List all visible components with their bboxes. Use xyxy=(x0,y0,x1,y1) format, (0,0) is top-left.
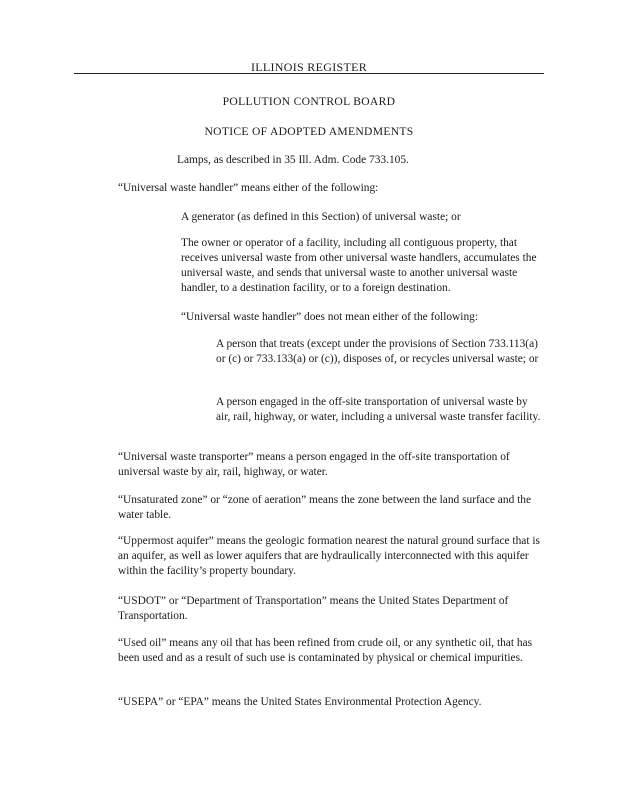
exclusion-item-transport: A person engaged in the off-site transportation of universal waste by air, rail, highway, or water, including a universal waste transfer facility. xyxy=(216,396,541,423)
definition-uppermost-aquifer: “Uppermost aquifer” means the geologic formation nearest the natural ground surface that is an aquifer, as well as lower aquifers that are hydraulically interconnected with this aquifer within the facility’s property boundary. xyxy=(118,535,540,577)
header-rule xyxy=(74,73,544,74)
board-name: POLLUTION CONTROL BOARD xyxy=(222,95,396,108)
handler-definition-intro: “Universal waste handler” means either of the following: xyxy=(118,182,379,194)
handler-item-owner-operator: The owner or operator of a facility, including all contiguous property, that receives universal waste from other universal waste handlers, accumulates the universal waste, and sends that universal waste to another universal waste handler, to a destination facility, or to a foreign destination. xyxy=(181,237,537,294)
definition-usdot: “USDOT” or “Department of Transportation” means the United States Department of Transportation. xyxy=(118,595,509,622)
definition-used-oil: “Used oil” means any oil that has been refined from crude oil, or any synthetic oil, that has been used and as a result of such use is contaminated by physical or chemical impurities. xyxy=(118,637,533,664)
definition-unsaturated-zone: “Unsaturated zone” or “zone of aeration” means the zone between the land surface and the water table. xyxy=(118,494,532,521)
definition-usepa: “USEPA” or “EPA” means the United States Environmental Protection Agency. xyxy=(118,696,482,708)
definition-transporter: “Universal waste transporter” means a person engaged in the off-site transportation of universal waste by air, rail, highway, or water. xyxy=(118,451,510,478)
handler-exclusion-intro: “Universal waste handler” does not mean either of the following: xyxy=(181,311,479,323)
handler-item-generator: A generator (as defined in this Section) of universal waste; or xyxy=(181,211,461,223)
exclusion-item-treats: A person that treats (except under the provisions of Section 733.113(a) or (c) or 733.133(a) or (c)), disposes of, or recycles universal waste; or xyxy=(216,338,539,365)
register-title: ILLINOIS REGISTER xyxy=(250,60,368,74)
lamps-paragraph: Lamps, as described in 35 Ill. Adm. Code 733.105. xyxy=(177,154,409,166)
notice-title: NOTICE OF ADOPTED AMENDMENTS xyxy=(204,125,414,138)
